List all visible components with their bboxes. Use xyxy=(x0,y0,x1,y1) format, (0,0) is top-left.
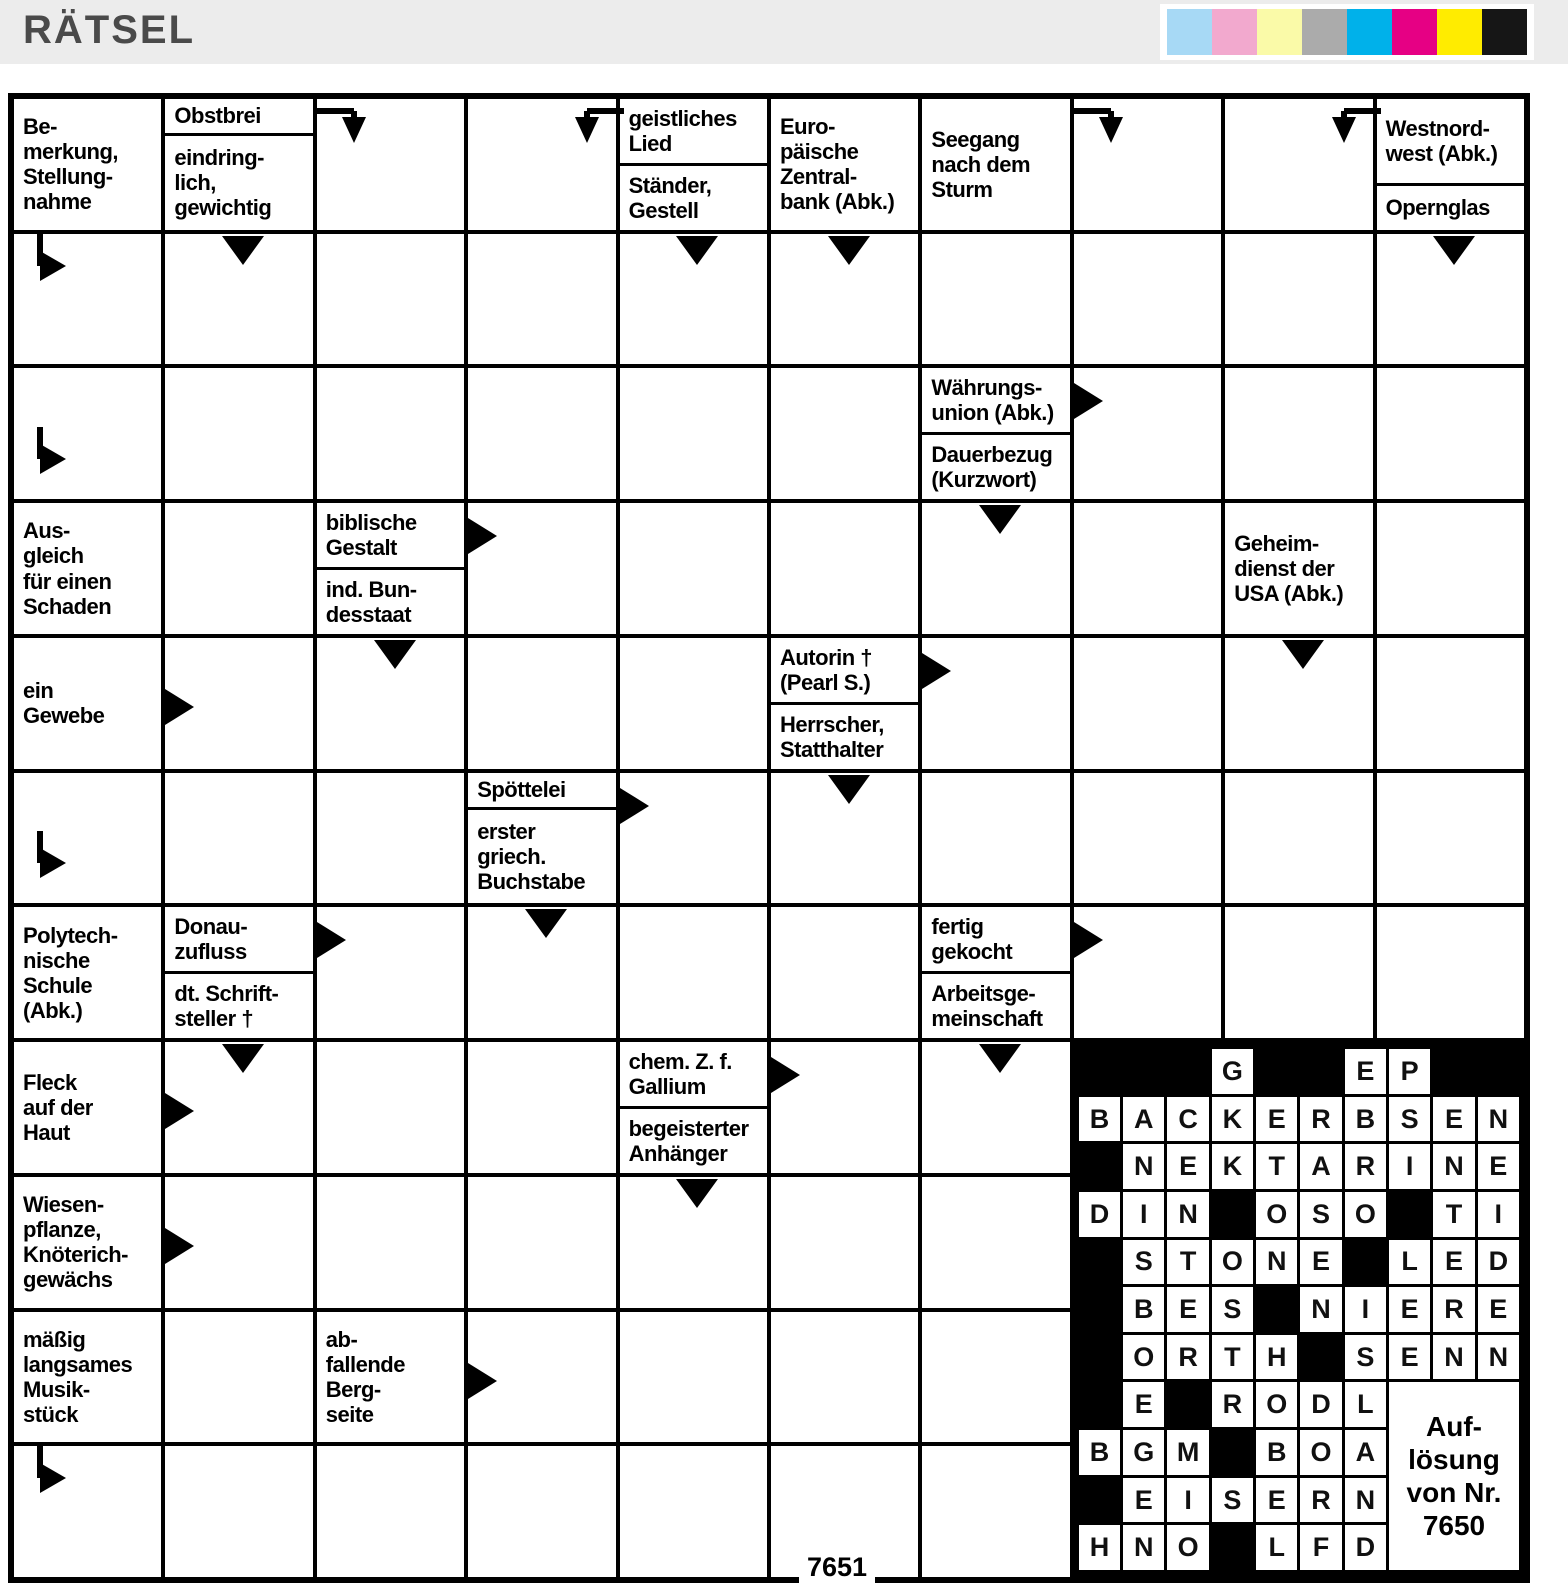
solution-letter-cell: I xyxy=(1478,1192,1519,1237)
solution-letter-cell: N xyxy=(1256,1240,1297,1285)
answer-cell[interactable] xyxy=(618,1310,769,1445)
answer-cell[interactable] xyxy=(1375,636,1526,771)
solution-letter-cell: T xyxy=(1167,1240,1208,1285)
answer-cell[interactable] xyxy=(12,771,163,906)
answer-cell[interactable] xyxy=(315,232,466,367)
answer-cell[interactable] xyxy=(769,771,920,906)
solution-letter-cell: N xyxy=(1300,1287,1341,1332)
solution-letter-cell: S xyxy=(1212,1287,1253,1332)
solution-letter-cell: L xyxy=(1345,1382,1386,1427)
puzzle-number-badge: 7651 xyxy=(799,1549,875,1585)
masthead xyxy=(0,0,1568,64)
color-swatch xyxy=(1482,9,1527,55)
answer-cell[interactable] xyxy=(12,366,163,501)
clue-part xyxy=(922,432,1069,499)
answer-cell[interactable] xyxy=(163,1040,314,1175)
answer-cell[interactable] xyxy=(920,501,1071,636)
clue-text: Donau- zufluss xyxy=(174,914,248,965)
answer-cell[interactable] xyxy=(315,366,466,501)
answer-cell[interactable] xyxy=(1375,366,1526,501)
clue-cell xyxy=(315,501,466,636)
answer-cell[interactable] xyxy=(163,366,314,501)
answer-cell[interactable] xyxy=(163,1444,314,1579)
clue-text: Dauerbezug (Kurzwort) xyxy=(931,442,1053,493)
answer-cell[interactable] xyxy=(618,366,769,501)
answer-cell[interactable] xyxy=(769,501,920,636)
color-swatch xyxy=(1212,9,1257,55)
answer-cell[interactable] xyxy=(163,636,314,771)
clue-text: Westnord- west (Abk.) xyxy=(1385,115,1498,166)
clue-part xyxy=(317,1312,464,1443)
solution-letter-cell: O xyxy=(1300,1430,1341,1475)
answer-cell[interactable] xyxy=(618,1175,769,1310)
clue-part xyxy=(620,1106,767,1173)
answer-cell[interactable] xyxy=(466,97,617,232)
solution-letter-cell: I xyxy=(1389,1144,1430,1189)
answer-cell[interactable] xyxy=(466,1175,617,1310)
solution-letter-cell: D xyxy=(1478,1240,1519,1285)
solution-letter-cell: E xyxy=(1478,1144,1519,1189)
clue-text: fertig gekocht xyxy=(931,914,1013,965)
color-calibration-bars xyxy=(1160,4,1534,60)
solution-letter-cell: S xyxy=(1389,1097,1430,1142)
solution-letter-cell: E xyxy=(1478,1287,1519,1332)
solution-letter-cell: R xyxy=(1300,1097,1341,1142)
clue-cell xyxy=(1375,97,1526,232)
color-swatch xyxy=(1347,9,1392,55)
clue-text: Polytech- nische Schule (Abk.) xyxy=(23,922,118,1023)
solution-letter-cell: H xyxy=(1079,1525,1120,1570)
solution-mini-grid xyxy=(1079,1049,1519,1570)
answer-cell[interactable] xyxy=(1223,232,1374,367)
solution-letter-cell: R xyxy=(1433,1287,1474,1332)
clue-cell xyxy=(12,1310,163,1445)
answer-cell[interactable] xyxy=(466,1040,617,1175)
solution-letter-cell: R xyxy=(1345,1144,1386,1189)
answer-cell[interactable] xyxy=(1223,771,1374,906)
clue-text: Opernglas xyxy=(1385,195,1490,221)
answer-cell[interactable] xyxy=(12,1444,163,1579)
solution-letter-cell: O xyxy=(1345,1192,1386,1237)
answer-cell[interactable] xyxy=(1072,905,1223,1040)
clue-text: Währungs- union (Abk.) xyxy=(931,375,1054,426)
solution-letter-cell: E xyxy=(1167,1287,1208,1332)
clue-cell xyxy=(920,366,1071,501)
clue-text: Geheim- dienst der USA (Abk.) xyxy=(1234,530,1344,607)
clue-part xyxy=(317,503,464,567)
solution-letter-cell: E xyxy=(1167,1144,1208,1189)
solution-letter-cell: N xyxy=(1433,1144,1474,1189)
clue-part xyxy=(468,807,615,904)
answer-cell[interactable] xyxy=(466,1444,617,1579)
clue-part xyxy=(14,99,161,230)
solution-letter-cell: E xyxy=(1300,1240,1341,1285)
answer-cell[interactable] xyxy=(163,771,314,906)
solution-letter-cell: A xyxy=(1123,1097,1164,1142)
clue-text: biblische Gestalt xyxy=(325,510,417,561)
solution-letter-cell: R xyxy=(1300,1478,1341,1523)
clue-part xyxy=(620,163,767,230)
answer-cell[interactable] xyxy=(1072,501,1223,636)
solution-letter-cell: B xyxy=(1345,1097,1386,1142)
solution-letter-cell: O xyxy=(1256,1192,1297,1237)
solution-letter-cell: D xyxy=(1079,1192,1120,1237)
solution-letter-cell: L xyxy=(1389,1240,1430,1285)
answer-cell[interactable] xyxy=(1223,366,1374,501)
clue-part xyxy=(922,99,1069,230)
solution-letter-cell: R xyxy=(1212,1382,1253,1427)
clue-cell xyxy=(618,97,769,232)
clue-text: begeisterter Anhänger xyxy=(628,1115,749,1166)
clue-text: mäßig langsames Musik- stück xyxy=(23,1326,133,1427)
answer-cell[interactable] xyxy=(466,905,617,1040)
clue-text: Wiesen- pflanze, Knöterich- gewächs xyxy=(23,1192,128,1293)
solution-letter-cell: B xyxy=(1256,1430,1297,1475)
solution-letter-cell: B xyxy=(1123,1287,1164,1332)
clue-part xyxy=(317,567,464,634)
solution-letter-cell: C xyxy=(1167,1097,1208,1142)
solution-letter-cell: E xyxy=(1389,1335,1430,1380)
solution-letter-cell: O xyxy=(1123,1335,1164,1380)
solution-letter-cell: E xyxy=(1433,1097,1474,1142)
clue-part xyxy=(1377,183,1524,230)
answer-cell[interactable] xyxy=(315,1444,466,1579)
clue-cell xyxy=(618,1040,769,1175)
answer-cell[interactable] xyxy=(315,636,466,771)
clue-cell xyxy=(466,771,617,906)
answer-cell[interactable] xyxy=(920,1444,1071,1579)
clue-text: eindring- lich, gewichtig xyxy=(174,145,272,221)
solution-letter-cell: S xyxy=(1300,1192,1341,1237)
clue-text: Arbeitsge- meinschaft xyxy=(931,981,1043,1032)
clue-part xyxy=(620,99,767,163)
solution-letter-cell: E xyxy=(1256,1097,1297,1142)
answer-cell[interactable] xyxy=(618,1444,769,1579)
solution-letter-cell: N xyxy=(1345,1478,1386,1523)
clue-part xyxy=(620,1042,767,1106)
answer-cell[interactable] xyxy=(1375,771,1526,906)
clue-cell xyxy=(163,905,314,1040)
clue-cell xyxy=(920,97,1071,232)
clue-part xyxy=(468,773,615,807)
clue-part xyxy=(14,503,161,634)
solution-letter-cell: M xyxy=(1167,1430,1208,1475)
solution-letter-cell: R xyxy=(1167,1335,1208,1380)
answer-cell[interactable] xyxy=(466,366,617,501)
clue-cell xyxy=(12,501,163,636)
solution-letter-cell: O xyxy=(1167,1525,1208,1570)
solution-letter-cell: E xyxy=(1345,1049,1386,1094)
clue-cell xyxy=(163,97,314,232)
solution-letter-cell: E xyxy=(1389,1287,1430,1332)
answer-cell[interactable] xyxy=(315,97,466,232)
solution-letter-cell: E xyxy=(1256,1478,1297,1523)
clue-text: ein Gewebe xyxy=(23,678,105,729)
answer-cell[interactable] xyxy=(466,1310,617,1445)
answer-cell[interactable] xyxy=(769,366,920,501)
clue-part xyxy=(1225,503,1372,634)
clue-part xyxy=(922,368,1069,432)
answer-cell[interactable] xyxy=(769,905,920,1040)
answer-cell[interactable] xyxy=(920,232,1071,367)
clue-cell xyxy=(12,905,163,1040)
clue-text: Be- merkung, Stellung- nahme xyxy=(23,114,119,215)
solution-letter-cell: N xyxy=(1123,1144,1164,1189)
answer-cell[interactable] xyxy=(315,1040,466,1175)
answer-cell[interactable] xyxy=(618,771,769,906)
clue-part xyxy=(14,907,161,1038)
color-swatch xyxy=(1167,9,1212,55)
clue-text: Euro- päische Zentral- bank (Abk.) xyxy=(779,114,895,215)
clue-text: Seegang nach dem Sturm xyxy=(931,126,1031,202)
clue-part xyxy=(165,971,312,1038)
answer-cell[interactable] xyxy=(1223,636,1374,771)
answer-cell[interactable] xyxy=(920,771,1071,906)
solution-letter-cell: I xyxy=(1123,1192,1164,1237)
solution-letter-cell: L xyxy=(1256,1525,1297,1570)
answer-cell[interactable] xyxy=(1375,232,1526,367)
solution-letter-cell: I xyxy=(1167,1478,1208,1523)
solution-letter-cell: B xyxy=(1079,1430,1120,1475)
clue-cell xyxy=(315,1310,466,1445)
solution-letter-cell: N xyxy=(1167,1192,1208,1237)
clue-part xyxy=(922,907,1069,971)
answer-cell[interactable] xyxy=(12,232,163,367)
solution-letter-cell: N xyxy=(1478,1097,1519,1142)
solution-block xyxy=(1072,1040,1526,1579)
answer-cell[interactable] xyxy=(466,501,617,636)
clue-text: ind. Bun- desstaat xyxy=(325,576,417,627)
page-title: RÄTSEL xyxy=(23,8,195,52)
color-swatch xyxy=(1437,9,1482,55)
solution-letter-cell: S xyxy=(1212,1478,1253,1523)
solution-letter-cell: H xyxy=(1256,1335,1297,1380)
clue-part xyxy=(1377,99,1524,183)
answer-cell[interactable] xyxy=(920,1040,1071,1175)
answer-cell[interactable] xyxy=(769,1310,920,1445)
answer-cell[interactable] xyxy=(163,501,314,636)
clue-cell xyxy=(1223,501,1374,636)
solution-letter-cell: O xyxy=(1212,1240,1253,1285)
solution-letter-cell: N xyxy=(1478,1335,1519,1380)
crossword-grid xyxy=(8,93,1530,1583)
clue-part xyxy=(771,702,918,769)
answer-cell[interactable] xyxy=(163,1310,314,1445)
answer-cell[interactable] xyxy=(315,1175,466,1310)
clue-text: dt. Schrift- steller † xyxy=(174,981,279,1032)
clue-text: Fleck auf der Haut xyxy=(23,1069,93,1145)
solution-letter-cell: A xyxy=(1345,1430,1386,1475)
clue-part xyxy=(922,971,1069,1038)
answer-cell[interactable] xyxy=(1072,771,1223,906)
solution-letter-cell: F xyxy=(1300,1525,1341,1570)
answer-cell[interactable] xyxy=(1072,636,1223,771)
clue-text: geistliches Lied xyxy=(628,105,737,156)
solution-letter-cell: O xyxy=(1256,1382,1297,1427)
clue-part xyxy=(14,1312,161,1443)
answer-cell[interactable] xyxy=(1072,366,1223,501)
solution-letter-cell: G xyxy=(1123,1430,1164,1475)
answer-cell[interactable] xyxy=(618,232,769,367)
solution-letter-cell: E xyxy=(1123,1478,1164,1523)
clue-part xyxy=(165,99,312,133)
clue-part xyxy=(165,133,312,230)
clue-part xyxy=(14,1177,161,1308)
solution-letter-cell: G xyxy=(1212,1049,1253,1094)
solution-letter-cell: S xyxy=(1345,1335,1386,1380)
clue-part xyxy=(14,638,161,769)
clue-cell xyxy=(12,1040,163,1175)
answer-cell[interactable] xyxy=(920,1175,1071,1310)
color-swatch xyxy=(1257,9,1302,55)
clue-part xyxy=(165,907,312,971)
clue-cell xyxy=(920,905,1071,1040)
solution-letter-cell: B xyxy=(1079,1097,1120,1142)
clue-part xyxy=(771,99,918,230)
clue-text: Autorin † (Pearl S.) xyxy=(779,644,873,695)
solution-letter-cell: T xyxy=(1256,1144,1297,1189)
answer-cell[interactable] xyxy=(315,905,466,1040)
clue-text: Obstbrei xyxy=(174,103,261,129)
solution-letter-cell: K xyxy=(1212,1144,1253,1189)
color-swatch xyxy=(1302,9,1347,55)
solution-letter-cell: T xyxy=(1433,1192,1474,1237)
solution-letter-cell: A xyxy=(1300,1144,1341,1189)
clue-part xyxy=(14,1042,161,1173)
solution-letter-cell: E xyxy=(1433,1240,1474,1285)
answer-cell[interactable] xyxy=(618,905,769,1040)
solution-reference-label: Auf- lösung von Nr. 7650 xyxy=(1389,1382,1519,1570)
answer-cell[interactable] xyxy=(769,232,920,367)
answer-cell[interactable] xyxy=(163,232,314,367)
clue-cell xyxy=(769,97,920,232)
color-swatch xyxy=(1392,9,1437,55)
clue-text: chem. Z. f. Gallium xyxy=(628,1048,732,1100)
solution-letter-cell: I xyxy=(1345,1287,1386,1332)
clue-cell xyxy=(12,636,163,771)
solution-letter-cell: N xyxy=(1123,1525,1164,1570)
answer-cell[interactable] xyxy=(1072,97,1223,232)
answer-cell[interactable] xyxy=(163,1175,314,1310)
answer-cell[interactable] xyxy=(618,636,769,771)
clue-cell xyxy=(769,636,920,771)
answer-cell[interactable] xyxy=(769,1175,920,1310)
clue-text: erster griech. Buchstabe xyxy=(477,818,586,894)
solution-letter-cell: D xyxy=(1300,1382,1341,1427)
answer-cell[interactable] xyxy=(769,1040,920,1175)
answer-cell[interactable] xyxy=(1072,232,1223,367)
answer-cell[interactable] xyxy=(618,501,769,636)
clue-text: Aus- gleich für einen Schaden xyxy=(23,518,112,619)
clue-cell xyxy=(12,1175,163,1310)
solution-letter-cell: E xyxy=(1123,1382,1164,1427)
clue-text: Herrscher, Statthalter xyxy=(779,711,884,762)
solution-letter-cell: S xyxy=(1123,1240,1164,1285)
solution-letter-cell: P xyxy=(1389,1049,1430,1094)
answer-cell[interactable] xyxy=(1223,97,1374,232)
clue-cell xyxy=(12,97,163,232)
clue-text: Spöttelei xyxy=(477,777,566,803)
answer-cell[interactable] xyxy=(315,771,466,906)
answer-cell[interactable] xyxy=(920,1310,1071,1445)
clue-text: Ständer, Gestell xyxy=(628,172,712,223)
answer-cell[interactable] xyxy=(1375,501,1526,636)
answer-cell[interactable] xyxy=(466,232,617,367)
solution-letter-cell: T xyxy=(1212,1335,1253,1380)
solution-letter-cell: K xyxy=(1212,1097,1253,1142)
answer-cell[interactable] xyxy=(1375,905,1526,1040)
clue-part xyxy=(771,638,918,702)
answer-cell[interactable] xyxy=(920,636,1071,771)
clue-text: ab- fallende Berg- seite xyxy=(325,1326,405,1427)
solution-letter-cell: N xyxy=(1433,1335,1474,1380)
solution-letter-cell: D xyxy=(1345,1525,1386,1570)
answer-cell[interactable] xyxy=(1223,905,1374,1040)
answer-cell[interactable] xyxy=(466,636,617,771)
